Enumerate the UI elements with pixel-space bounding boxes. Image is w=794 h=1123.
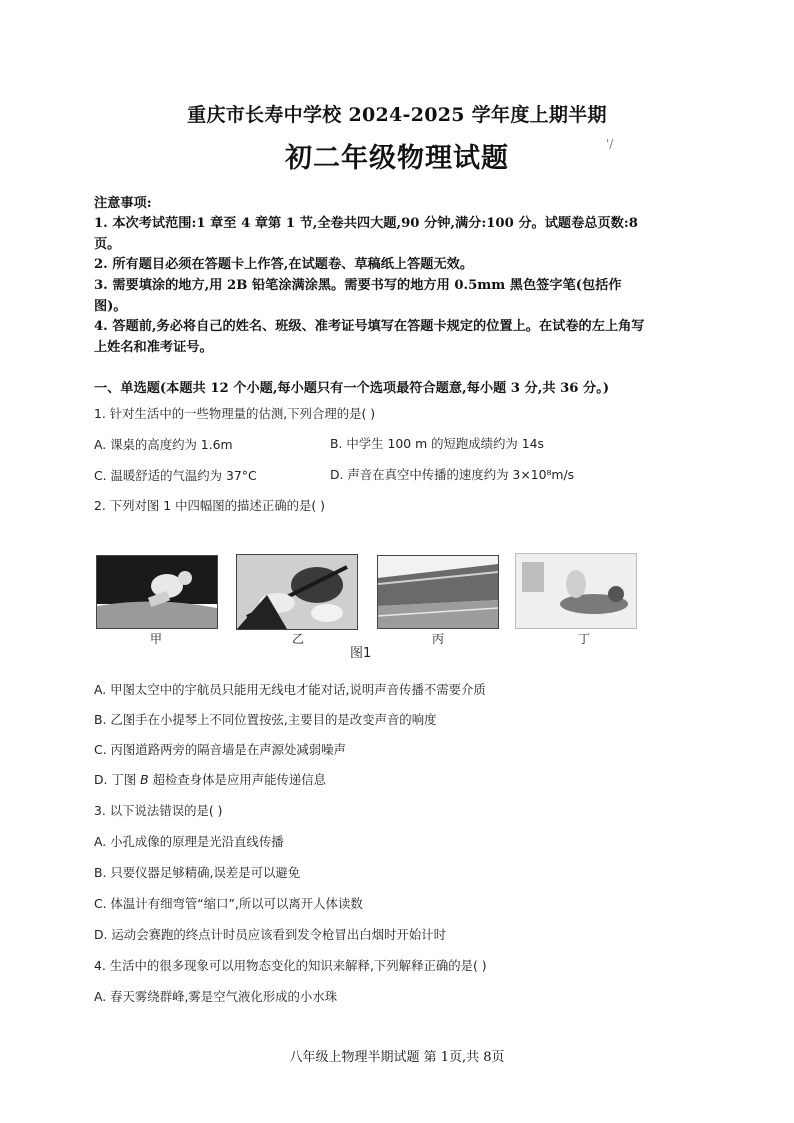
notice-item-2: 2. 所有题目必须在答题卡上作答,在试题卷、草稿纸上答题无效。 (94, 257, 474, 272)
q1-option-d: D. 声音在真空中传播的速度约为 3×10⁸m/s (330, 467, 575, 482)
q1-option-c: C. 温暖舒适的气温约为 37°C (94, 468, 257, 483)
sound-barrier-image (378, 556, 498, 628)
figure-label-jia: 甲 (150, 632, 163, 646)
ultrasound-image (516, 554, 636, 628)
q2-option-c: C. 丙图道路两旁的隔音墙是在声源处减弱噪声 (94, 742, 346, 757)
notice-item-1: 1. 本次考试范围:1 章至 4 章第 1 节,全卷共四大题,90 分钟,满分:100 分。试题卷总页数:8 页。 (94, 216, 638, 252)
notice-heading: 注意事项: (94, 196, 152, 211)
q3-option-d: D. 运动会赛跑的终点计时员应该看到发令枪冒出白烟时开始计时 (94, 927, 446, 942)
q2-option-d (94, 770, 326, 788)
astronaut-image (97, 556, 217, 628)
figure-caption: 图1 (350, 646, 372, 661)
q2-option-a: A. 甲图太空中的宇航员只能用无线电才能对话,说明声音传播不需要介质 (94, 682, 486, 697)
exam-school-title: 重庆市长寿中学校 2024-2025 学年度上期半期 (187, 104, 607, 126)
q4-option-a: A. 春天雾绕群峰,雾是空气液化形成的小水珠 (94, 989, 338, 1004)
q2-option-d-prefix: D. 丁图 (94, 772, 141, 787)
q4-stem: 4. 生活中的很多现象可以用物态变化的知识来解释,下列解释正确的是( ) (94, 958, 487, 973)
q2-option-b: B. 乙图手在小提琴上不同位置按弦,主要目的是改变声音的响度 (94, 712, 437, 727)
q2-option-d-suffix: 超检查身体是应用声能传递信息 (148, 772, 327, 787)
figure-label-yi: 乙 (292, 632, 305, 646)
figure-photo-violin (236, 554, 358, 630)
page-footer: 八年级上物理半期试题 第 1页,共 8页 (289, 1050, 505, 1065)
q2-stem: 2. 下列对图 1 中四幅图的描述正确的是( ) (94, 498, 325, 513)
q3-option-b: B. 只要仪器足够精确,误差是可以避免 (94, 865, 301, 880)
notice-item-4: 4. 答题前,务必将自己的姓名、班级、准考证号填写在答题卡规定的位置上。在试卷的左上角写上姓名和准考证号。 (94, 319, 645, 355)
violin-image (237, 555, 357, 629)
q3-option-a: A. 小孔成像的原理是光沿直线传播 (94, 834, 284, 849)
q1-stem: 1. 针对生活中的一些物理量的估测,下列合理的是( ) (94, 406, 376, 421)
corner-mark: '/ (606, 137, 614, 151)
exam-subject-title: 初二年级物理试题 (285, 143, 509, 174)
figure-label-ding: 丁 (578, 632, 591, 646)
q3-option-c: C. 体温计有细弯管“缩口”,所以可以离开人体读数 (94, 896, 363, 911)
q1-option-b: B. 中学生 100 m 的短跑成绩约为 14s (330, 436, 544, 451)
q2-option-d-italic: B (140, 772, 149, 787)
q1-option-a: A. 课桌的高度约为 1.6m (94, 437, 233, 452)
figure-photo-sound-barrier (377, 555, 499, 629)
q3-stem: 3. 以下说法错误的是( ) (94, 803, 223, 818)
figure-photo-ultrasound (515, 553, 637, 629)
section-1-heading: 一、单选题(本题共 12 个小题,每小题只有一个选项最符合题意,每小题 3 分,共 36 分。) (94, 381, 610, 396)
figure-photo-astronauts (96, 555, 218, 629)
figure-label-bing: 丙 (432, 632, 445, 646)
notice-item-3: 3. 需要填涂的地方,用 2B 铅笔涂满涂黑。需要书写的地方用 0.5mm 黑色签字笔(包括作图)。 (94, 278, 622, 314)
